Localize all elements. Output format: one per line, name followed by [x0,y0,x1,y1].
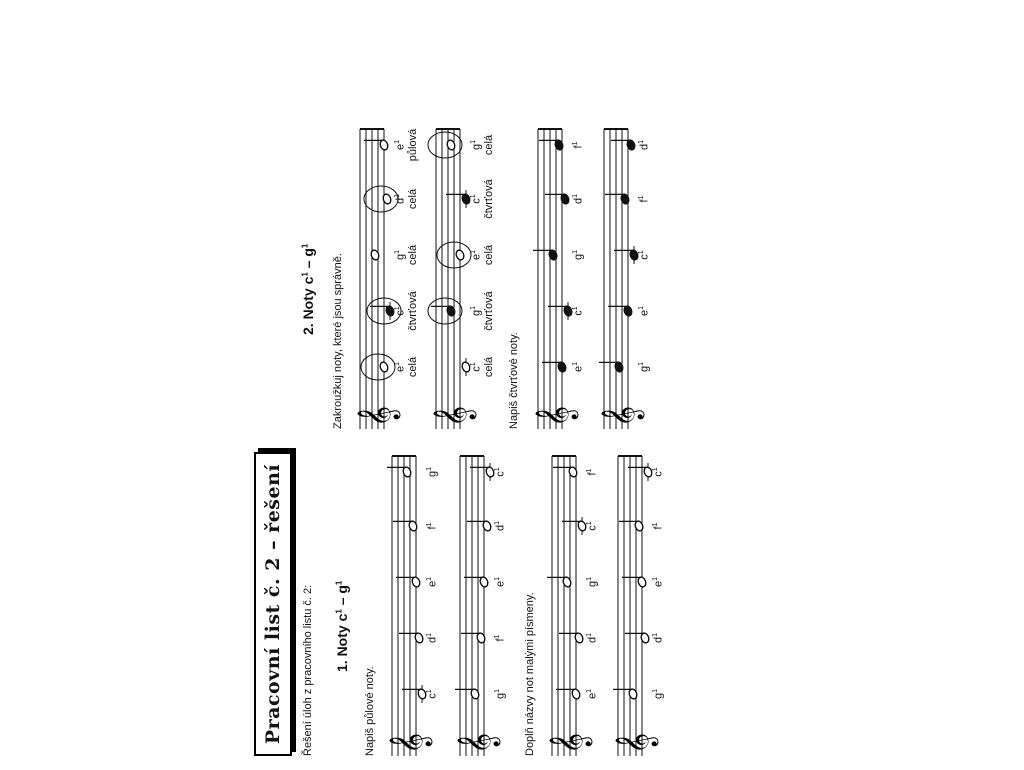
s2r4-svg [596,129,643,429]
note-label [636,306,651,316]
note-label [570,362,585,372]
staff-section1-row2 [452,456,508,756]
staff-section2-row2 [428,129,495,429]
octave-mark: 1 [494,688,501,693]
note-choice-label [392,357,419,377]
note-label [650,689,665,699]
staff-section2-row1 [352,128,419,429]
octave-mark: 1 [394,249,401,254]
note-d [399,632,424,644]
octave-mark: 1 [652,688,659,693]
note-kind: půlová [406,128,419,162]
treble-clef-icon: 𝄞 [390,732,431,754]
s2r1-svg [352,129,399,429]
note-d [545,193,570,205]
note-label [492,521,507,531]
note-choice-label [468,135,495,155]
note-labels [424,456,454,756]
note-label [584,633,599,643]
note-name: e [572,365,585,373]
note-label [492,689,507,699]
octave-mark: 1 [494,520,501,525]
note-label [424,577,439,587]
staff-section2-row4 [596,129,652,429]
note-g [533,249,558,261]
treble-clef-icon: 𝄞 [616,732,657,754]
note-label [492,467,507,476]
note-label [584,689,599,699]
note-g [428,132,462,158]
note-label [492,577,507,587]
note-f [619,520,644,532]
note-head [370,249,380,261]
note-kind: celá [482,134,495,156]
note-choice-label [468,179,495,219]
note-name: c [494,471,507,477]
note-name: c [638,254,651,260]
octave-mark: 1 [572,249,579,254]
section2-title: 2. Noty $c^1 - g^1$ [300,243,316,335]
octave-mark: 1 [426,522,433,527]
octave-mark: 1 [638,195,645,200]
octave-mark: 1 [586,576,593,581]
section1-task1: Napiš půlové noty. [364,666,376,756]
octave-mark: 1 [638,305,645,310]
note-kind: čtvrťová [482,179,495,219]
note-name: g [494,692,507,700]
octave-mark: 1 [638,361,645,366]
treble-clef-icon: 𝄞 [358,405,399,427]
octave-mark: 1 [426,689,433,694]
note-head [446,139,456,151]
staff-section1-row1 [384,456,440,756]
octave-mark: 1 [394,361,401,366]
note-labels [392,129,422,429]
octave-mark: 1 [494,576,501,581]
note-label [584,577,599,587]
treble-clef-icon: 𝄞 [550,732,591,754]
note-d [625,632,650,644]
octave-mark: 1 [470,139,477,144]
note-label [650,577,665,587]
note-name: g [394,253,407,261]
note-kind: celá [406,356,419,378]
worksheet-left-half [240,435,770,770]
note-name: f [638,199,651,203]
note-kind: celá [406,188,419,210]
answer-circle [428,298,462,324]
octave-mark: 1 [426,466,433,471]
worksheet-title [254,452,292,756]
note-head [455,249,465,261]
octave-mark: 1 [638,250,645,255]
note-kind: celá [482,244,495,266]
note-labels [492,456,522,756]
intro-text: Řešení úloh z pracovního listu č. 2: [302,584,314,756]
note-name: g [652,692,665,700]
note-e [622,576,647,588]
note-e [396,576,421,588]
note-name: c [652,471,665,477]
note-name: d [426,636,439,644]
note-labels [650,456,680,756]
staff-section1-row4 [610,456,666,756]
octave-mark: 1 [470,362,477,367]
note-label [492,635,507,642]
note-choice-label [392,291,419,331]
note-name: e [652,580,665,588]
s1r3-svg [544,456,591,756]
treble-clef-icon: 𝄞 [458,732,499,754]
s1r4-svg [610,456,657,756]
note-kind: čtvrťová [482,291,495,331]
note-kind: celá [406,244,419,266]
s1r2-svg [452,456,499,756]
note-choice-label [468,357,495,377]
note-head [382,193,392,205]
octave-mark: 1 [394,306,401,311]
octave-mark: 1 [494,467,501,472]
note-name: e [394,143,407,151]
note-label [424,633,439,643]
treble-clef-icon: 𝄞 [434,405,475,427]
note-labels [636,129,666,429]
note-e [542,361,567,373]
note-e [364,139,389,151]
note-name: d [572,197,585,205]
octave-mark: 1 [586,632,593,637]
note-label [424,523,439,530]
note-d [559,632,584,644]
octave-mark: 1 [652,522,659,527]
note-name: c [572,310,585,316]
octave-mark: 1 [586,521,593,526]
note-name: f [572,145,585,149]
note-name: d [394,197,407,205]
note-label [636,140,651,150]
note-d [611,139,636,151]
answer-circle [428,132,462,158]
note-name: d [652,636,665,644]
note-name: d [586,636,599,644]
note-f [553,466,578,478]
note-f [605,193,630,205]
note-label [584,521,599,530]
octave-mark: 1 [572,306,579,311]
note-name: f [426,526,439,530]
s2r3-svg [530,129,577,429]
worksheet-title-text: Pracovní list č. 2 – řešení [262,463,284,745]
note-name: g [470,143,483,151]
note-label [570,250,585,260]
octave-mark: 1 [652,632,659,637]
octave-mark: 1 [470,194,477,199]
s2r2-svg [428,129,475,429]
note-kind: čtvrťová [406,291,419,331]
octave-mark: 1 [572,193,579,198]
note-name: e [638,309,651,317]
note-g [547,576,572,588]
note-kind: celá [482,356,495,378]
note-label [570,194,585,204]
octave-mark: 1 [394,139,401,144]
note-labels [468,129,498,429]
note-g [599,361,624,373]
treble-clef-icon: 𝄞 [536,405,577,427]
note-e [608,305,633,317]
octave-mark: 1 [586,688,593,693]
section2-task2: Napiš čtvrťové noty. [508,332,520,429]
note-label [636,362,651,372]
note-name: c [394,310,407,316]
note-choice-label [468,245,495,265]
note-name: g [586,580,599,588]
note-name: c [426,693,439,699]
note-e [556,688,581,700]
note-name: e [494,580,507,588]
note-name: g [426,470,439,478]
note-name: d [638,143,651,151]
note-g [455,688,480,700]
note-name: g [638,365,651,373]
note-name: c [470,366,483,372]
section1-title: 1. Noty $c^1 - g^1$ [334,580,350,672]
staff-section1-row3 [544,456,600,756]
note-g [613,688,638,700]
octave-mark: 1 [470,249,477,254]
note-f [461,632,486,644]
octave-mark: 1 [426,632,433,637]
octave-mark: 1 [426,576,433,581]
note-name: g [572,253,585,261]
octave-mark: 1 [470,305,477,310]
note-name: g [470,309,483,317]
section2-task1: Zakroužkuj noty, které jsou správně. [332,253,344,429]
note-label [570,142,585,149]
note-f [393,520,418,532]
note-name: d [494,524,507,532]
note-g [370,249,380,261]
octave-mark: 1 [638,139,645,144]
note-label [650,523,665,530]
note-name: e [426,580,439,588]
note-choice-label [392,189,419,209]
worksheet-right-half [240,100,770,435]
note-name: f [494,638,507,642]
note-name: e [394,365,407,373]
note-label [650,467,665,476]
note-label [584,469,599,476]
s1r1-svg [384,456,431,756]
note-head [379,361,389,373]
note-choice-label [392,245,419,265]
octave-mark: 1 [572,141,579,146]
note-name: c [470,198,483,204]
note-label [636,196,651,203]
section1-task2: Doplň názvy not malými písmeny. [524,592,536,756]
note-f [539,139,564,151]
note-label [636,250,651,259]
note-choice-label [468,291,495,331]
note-name: e [470,253,483,261]
octave-mark: 1 [394,193,401,198]
note-g [428,298,462,324]
note-name: f [652,526,665,530]
note-d [467,520,492,532]
worksheet-rotated-content [240,100,770,770]
octave-mark: 1 [652,576,659,581]
octave-mark: 1 [586,468,593,473]
staff-section2-row3 [530,129,586,429]
octave-mark: 1 [652,467,659,472]
octave-mark: 1 [572,361,579,366]
note-g [387,466,412,478]
octave-mark: 1 [494,634,501,639]
note-name: c [586,525,599,531]
note-e [464,576,489,588]
note-label [424,467,439,477]
note-label [424,689,439,698]
note-name: e [586,692,599,700]
treble-clef-icon: 𝄞 [602,405,643,427]
note-choice-label [392,129,419,161]
note-label [650,633,665,643]
note-name: f [586,472,599,476]
note-label [570,306,585,315]
